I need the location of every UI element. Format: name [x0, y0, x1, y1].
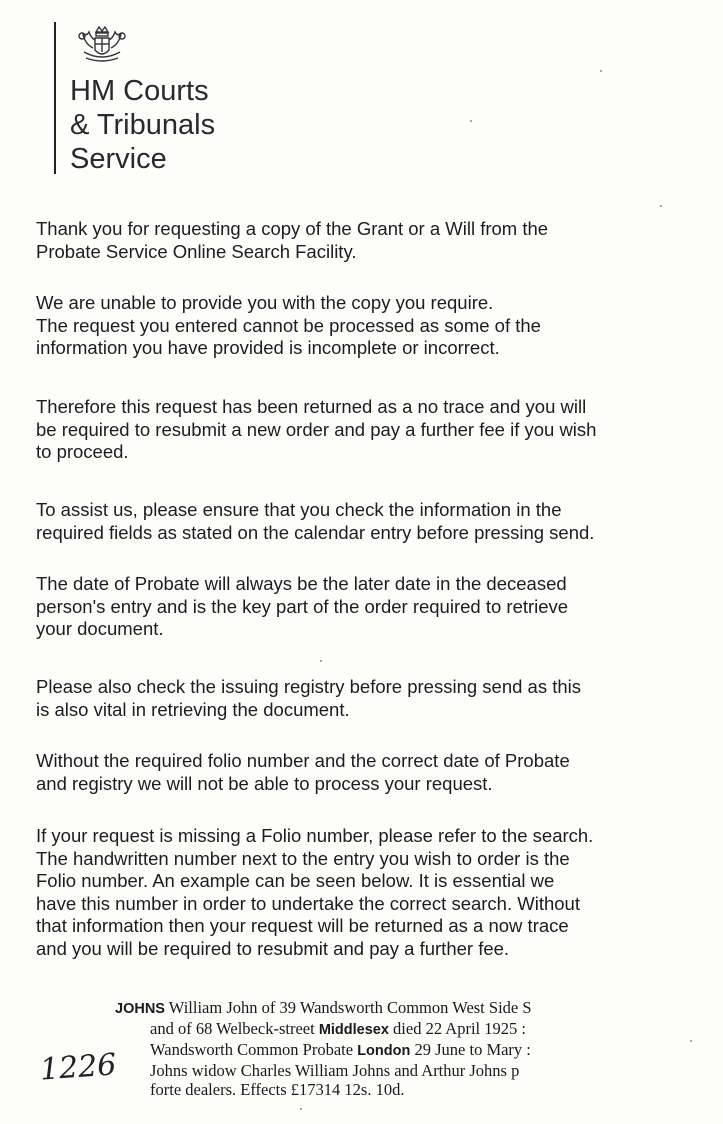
entry-text: and of 68 Welbeck-street — [150, 1019, 315, 1038]
entry-line — [115, 998, 715, 1019]
text-line: Folio number. An example can be seen below. It is essential we — [36, 870, 555, 891]
org-name-line: Service — [70, 143, 167, 175]
paragraph-unable — [36, 292, 706, 360]
text-line: If your request is missing a Folio number, please refer to the search. — [36, 825, 594, 846]
paragraph-no-trace — [36, 396, 706, 464]
text-line: person's entry and is the key part of the order required to retrieve — [36, 595, 569, 617]
entry-registry: London — [357, 1043, 411, 1059]
entry-county: Middlesex — [318, 1022, 389, 1038]
entry-text: 29 June to Mary : — [414, 1040, 531, 1059]
entry-line — [115, 1019, 715, 1040]
handwritten-folio-number: 1226 — [38, 1047, 118, 1088]
entry-text: Wandsworth Common Probate — [150, 1040, 354, 1059]
entry-line: forte dealers. Effects £17314 12s. 10d. — [150, 1080, 405, 1099]
paragraph-assist — [36, 499, 706, 544]
scan-speck — [660, 205, 662, 207]
text-line: Thank you for requesting a copy of the Grant or a Will from the — [36, 218, 549, 239]
scan-speck — [320, 660, 322, 662]
text-line: The date of Probate will always be the later date in the deceased — [36, 573, 567, 594]
text-line: Therefore this request has been returned as a no trace and you will — [36, 396, 587, 417]
paragraph-issuing-registry — [36, 676, 706, 721]
calendar-entry-example — [115, 998, 715, 1099]
paragraph-folio-required — [36, 750, 706, 795]
text-line: your document. — [36, 618, 164, 639]
organisation-name — [70, 74, 215, 176]
paragraph-thank-you — [36, 218, 706, 263]
text-line: information you have provided is incomplete or incorrect. — [36, 337, 500, 358]
org-name-line: & Tribunals — [70, 109, 216, 141]
scan-speck — [470, 120, 472, 122]
entry-text: William John of 39 Wandsworth Common West Side S — [168, 998, 532, 1017]
text-line: required fields as stated on the calendar entry before pressing send. — [36, 521, 595, 543]
royal-coat-of-arms-icon — [70, 22, 134, 66]
text-line: Please also check the issuing registry before pressing send as this — [36, 676, 582, 697]
text-line: The request you entered cannot be processed as some of the — [36, 314, 541, 336]
text-line: to proceed. — [36, 441, 129, 462]
scan-speck — [300, 1108, 302, 1110]
text-line: We are unable to provide you with the copy you require. — [36, 292, 494, 313]
text-line: Probate Service Online Search Facility. — [36, 240, 357, 262]
text-line: have this number in order to undertake the correct search. Without — [36, 892, 580, 914]
text-line: and registry we will not be able to process your request. — [36, 772, 493, 794]
org-name-line: HM Courts — [70, 75, 209, 107]
entry-text: died 22 April 1925 : — [393, 1019, 526, 1038]
paragraph-date-of-probate — [36, 573, 706, 641]
text-line: To assist us, please ensure that you check the information in the — [36, 499, 562, 520]
entry-line — [115, 1040, 715, 1061]
text-line: Without the required folio number and the correct date of Probate — [36, 750, 570, 771]
scan-speck — [690, 1040, 692, 1042]
entry-surname: JOHNS — [115, 1001, 165, 1017]
scan-speck — [600, 70, 602, 72]
text-line: is also vital in retrieving the document. — [36, 698, 350, 720]
text-line: and you will be required to resubmit and pay a further fee. — [36, 937, 510, 959]
paragraph-missing-folio — [36, 825, 706, 960]
text-line: be required to resubmit a new order and pay a further fee if you wish — [36, 418, 597, 440]
hmcts-logo — [54, 22, 215, 174]
entry-line: Johns widow Charles William Johns and Arthur Johns p — [150, 1061, 520, 1080]
text-line: The handwritten number next to the entry you wish to order is the — [36, 847, 570, 869]
text-line: that information then your request will be returned as a now trace — [36, 915, 569, 936]
